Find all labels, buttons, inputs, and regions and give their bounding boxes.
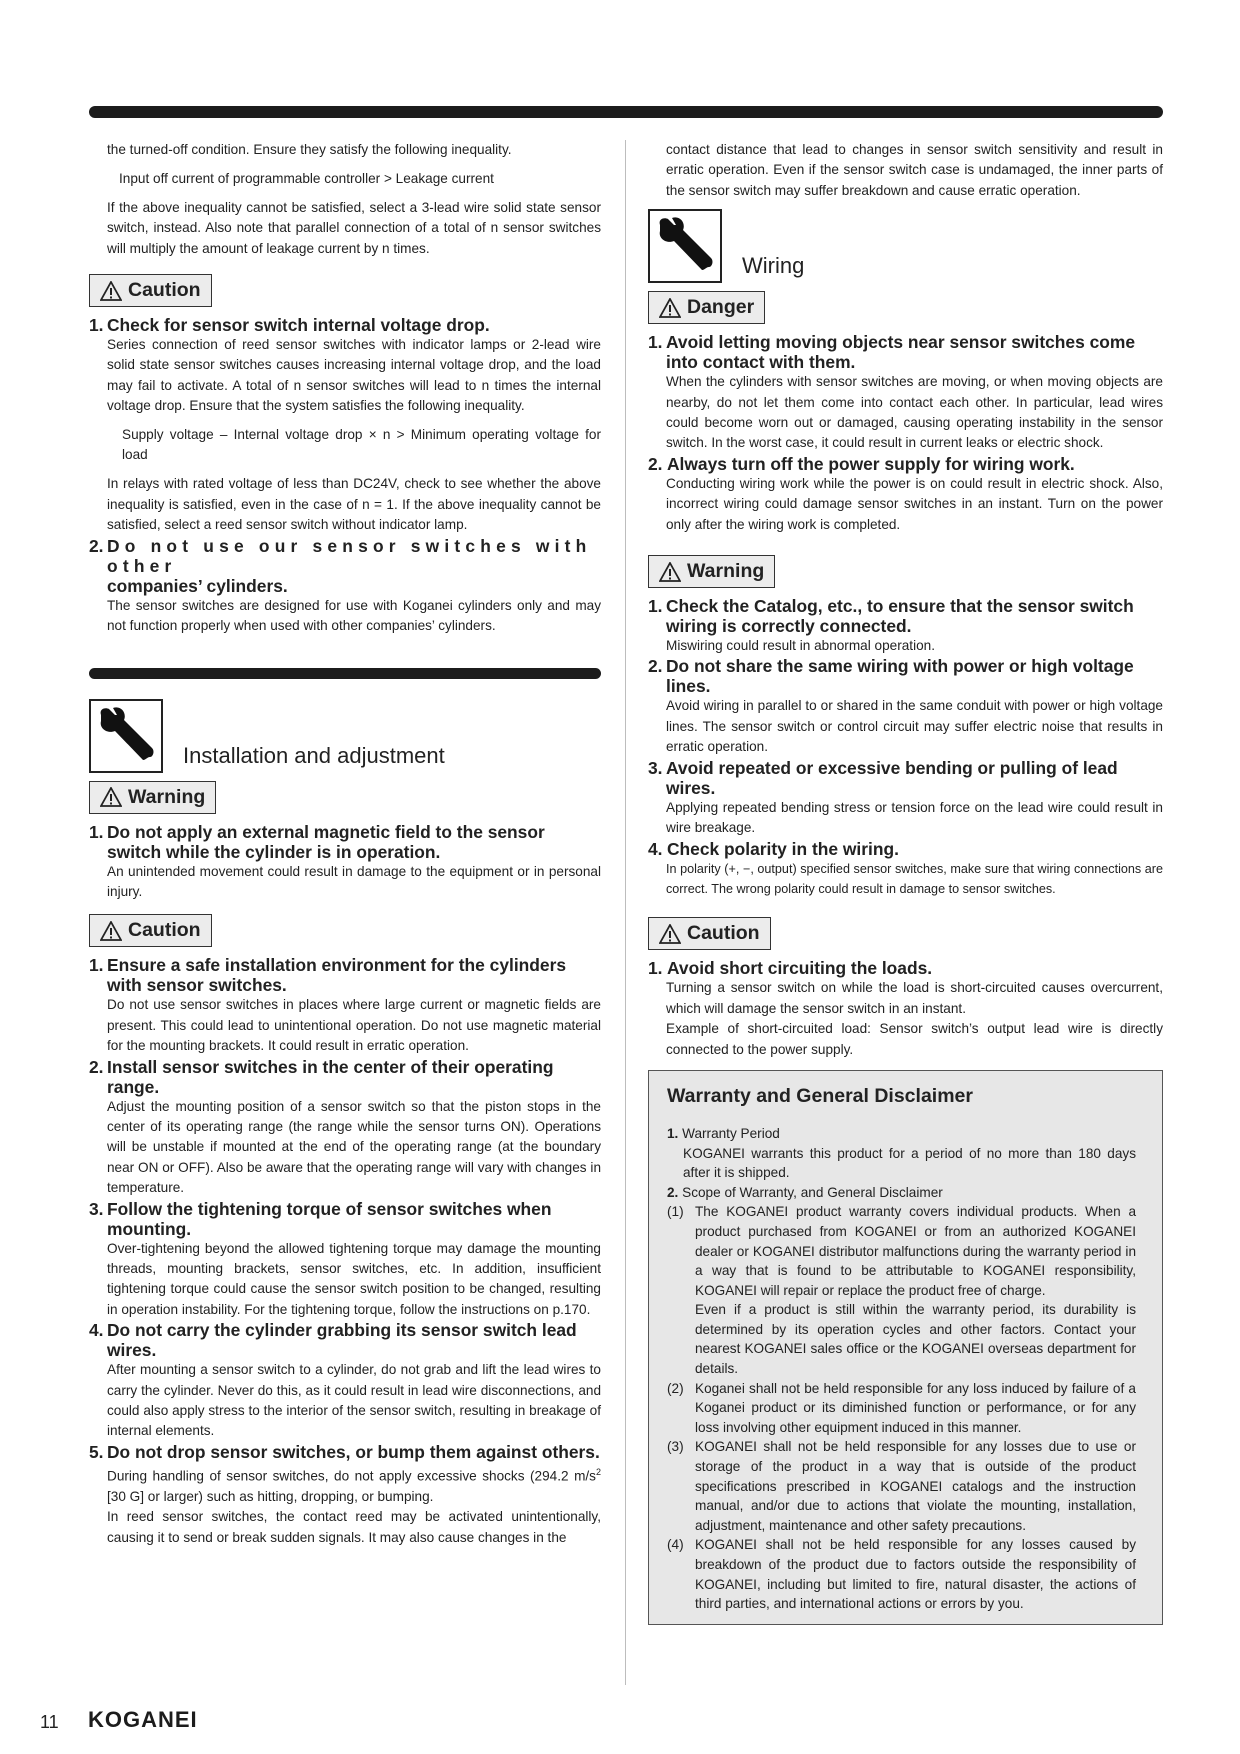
warranty-item: (4) KOGANEI shall not be held responsible for any losses caused by breakdown of the product due to factors outside the responsibility of KOGANEI, including but limited to fire, natural disaster, the actions of third parties, and international actions or errors by you. bbox=[667, 1537, 1136, 1612]
warning-triangle-icon bbox=[659, 298, 681, 318]
badge-label: Caution bbox=[128, 279, 201, 302]
warranty-heading: 1. Warranty Period bbox=[667, 1125, 780, 1141]
warranty-box bbox=[648, 1070, 1163, 1625]
wrench-icon bbox=[648, 209, 722, 283]
warning-triangle-icon bbox=[100, 921, 122, 941]
item-heading: 1. Ensure a safe installation environment for the cylinders with sensor switches. bbox=[89, 955, 567, 996]
item-body: Series connection of reed sensor switches with indicator lamps or 2-lead wire solid state sensor switches causes increasing internal voltage drop, and the load may fail to activate. A total of n sensor switches will lead to n times the internal voltage drop. Ensure that the system satisfies the following inequality. bbox=[107, 337, 601, 414]
brand-logo bbox=[88, 1708, 218, 1735]
item-heading: 1. Do not apply an external magnetic field to the sensor switch while the cylinder is in operation. bbox=[89, 821, 545, 862]
item-heading: 3. Avoid repeated or excessive bending or pulling of lead wires. bbox=[648, 757, 1118, 798]
section-rule bbox=[89, 668, 601, 679]
item-body: After mounting a sensor switch to a cylinder, do not grab and lift the lead wires to carry the cylinder. Never do this, as it could result in lead wire disconnections, and could also apply stress to the interior of the sensor switch, resulting in breakage of internal elements. bbox=[107, 1362, 601, 1439]
item-body: Turning a sensor switch on while the load is short-circuited causes overcurrent, which will damage the sensor switch in an instant. bbox=[666, 980, 1163, 1016]
item-heading: 4. Check polarity in the wiring. bbox=[648, 838, 899, 859]
badge-label: Caution bbox=[687, 922, 760, 945]
warning-triangle-icon bbox=[100, 281, 122, 301]
right-column bbox=[648, 140, 1163, 1625]
item-heading: 4. Do not carry the cylinder grabbing its sensor switch lead wires. bbox=[89, 1320, 577, 1361]
warning-triangle-icon bbox=[659, 562, 681, 582]
item-heading: 3. Follow the tightening torque of sensor switches when mounting. bbox=[89, 1198, 552, 1239]
warranty-item: (1) The KOGANEI product warranty covers individual products. When a product purchased from KOGANEI or from an authorized KOGANEI dealer or KOGANEI distributor malfunctions during the warranty period in a way that is found to be attributable to KOGANEI responsibility, KOGANEI will repair or replace the product free of charge. Even if a product is still within the warranty period, its durability is determined by its operation cycles and other factors. Contact your nearest KOGANEI sales office or the KOGANEI overseas department for details. bbox=[667, 1204, 1136, 1377]
left-column bbox=[89, 140, 601, 1548]
section-title: Wiring bbox=[742, 253, 805, 279]
item-heading: 2. Install sensor switches in the center of their operating range. bbox=[89, 1056, 554, 1097]
item-body: Conducting wiring work while the power is on could result in electric shock. Also, incorrect wiring could damage sensor switches in an instant. Turn on the power only after the wiring work is completed. bbox=[666, 475, 1163, 532]
item-body: Miswiring could result in abnormal operation. bbox=[666, 638, 935, 654]
caution-badge bbox=[648, 917, 1163, 950]
wrench-icon bbox=[89, 699, 163, 773]
badge-label: Warning bbox=[128, 785, 206, 808]
warranty-heading: 2. Scope of Warranty, and General Disclaimer bbox=[667, 1184, 943, 1200]
svg-text:KOGANEI: KOGANEI bbox=[88, 1708, 198, 1730]
item-body: During handling of sensor switches, do not apply excessive shocks (294.2 $m/s^2$ [30 G] or larger) such as hitting, dropping, or bumping. bbox=[107, 1466, 601, 1504]
intro-text: If the above inequality cannot be satisfied, select a 3-lead wire solid state sensor switch, instead. Also note that parallel connection of a total of n sensor switches will multiply the amount of leakage current by n times. bbox=[107, 199, 601, 256]
warning-triangle-icon bbox=[100, 787, 122, 807]
warning-badge bbox=[89, 781, 601, 814]
item-body: Adjust the mounting position of a sensor switch so that the piston stops in the center of its operating range (the range while the sensor turns ON). Operations will be unstable if mounted at the end of the operating range (at the boundary near ON or OFF). Also be aware that the operating range will vary with changes in temperature. bbox=[107, 1098, 601, 1196]
intro-text: the turned-off condition. Ensure they satisfy the following inequality. bbox=[107, 142, 512, 157]
item-body: When the cylinders with sensor switches are moving, or when moving objects are nearby, do not let them come into contact each other. In particular, lead wires could become worn out or damaged, causing operating instability in the sensor switch. In the worst case, it could result in current leaks or electric shock. bbox=[666, 374, 1163, 451]
section-header bbox=[648, 209, 1163, 283]
top-rule bbox=[89, 106, 1163, 118]
caution-badge bbox=[89, 274, 601, 307]
item-heading: 2. Do not use our sensor switches with other companies’ cylinders. bbox=[89, 535, 592, 596]
section-title: Installation and adjustment bbox=[183, 742, 445, 768]
item-heading: 1. Check for sensor switch internal voltage drop. bbox=[89, 315, 490, 336]
warranty-item: (2) Koganei shall not be held responsible for any loss induced by failure of a Koganei product or its diminished function or performance, or for any loss involving other equipment induced in this manner. bbox=[667, 1380, 1136, 1435]
danger-badge bbox=[648, 291, 1163, 324]
item-body: Example of short-circuited load: Sensor switch’s output lead wire is directly connected to the power supply. bbox=[666, 1021, 1163, 1057]
badge-label: Caution bbox=[128, 919, 201, 942]
item-heading: 5. Do not drop sensor switches, or bump them against others. bbox=[89, 1441, 600, 1462]
warning-badge bbox=[648, 555, 1163, 588]
item-body: Avoid wiring in parallel to or shared in the same conduit with power or high voltage lines. The sensor switch or control circuit may suffer electric noise that results in erratic operation. bbox=[666, 698, 1163, 755]
warranty-item: (3) KOGANEI shall not be held responsible for any losses due to use or storage of the product in a way that is outside of the product specifications prescribed in KOGANEI catalogs and the instruction manual, and/or due to actions that violate the mounting, installation, adjustment, maintenance and other safety precautions. bbox=[667, 1439, 1136, 1533]
item-heading: 1. Avoid short circuiting the loads. bbox=[648, 958, 933, 979]
caution-badge bbox=[89, 914, 601, 947]
formula-text: Supply voltage – Internal voltage drop × n > Minimum operating voltage for load bbox=[122, 426, 601, 463]
page-number: 11 bbox=[40, 1712, 59, 1732]
item-body: An unintended movement could result in damage to the equipment or in personal injury. bbox=[107, 863, 601, 899]
warranty-title: Warranty and General Disclaimer bbox=[667, 1084, 973, 1107]
intro-text: contact distance that lead to changes in sensor switch sensitivity and result in erratic operation. Even if the sensor switch case is undamaged, the inner parts of the sensor switch may suffer breakdown and cause erratic operation. bbox=[666, 142, 1163, 198]
item-body: The sensor switches are designed for use with Koganei cylinders only and may not function properly when used with other companies’ cylinders. bbox=[107, 597, 601, 634]
item-body: In reed sensor switches, the contact reed may be activated unintentionally, causing it to send or break sudden signals. It may also cause changes in the bbox=[107, 1509, 601, 1545]
item-body: In polarity (+, −, output) specified sensor switches, make sure that wiring connections are correct. The wrong polarity could result in damage to sensor switches. bbox=[666, 861, 1163, 896]
badge-label: Danger bbox=[687, 296, 755, 319]
item-heading: 1. Check the Catalog, etc., to ensure that the sensor switch wiring is correctly connected. bbox=[648, 596, 1134, 637]
item-body: Do not use sensor switches in places where large current or magnetic fields are present. This could lead to unintentional operation. Do not use magnetic material for the mounting brackets. It could result in erratic operation. bbox=[107, 997, 601, 1054]
badge-label: Warning bbox=[687, 560, 765, 583]
item-heading: 1. Avoid letting moving objects near sensor switches come into contact with them. bbox=[648, 332, 1136, 373]
item-heading: 2. Always turn off the power supply for wiring work. bbox=[648, 453, 1075, 474]
item-heading: 2. Do not share the same wiring with power or high voltage lines. bbox=[648, 656, 1134, 697]
inequality-text: Input off current of programmable controller > Leakage current bbox=[119, 171, 494, 187]
warning-triangle-icon bbox=[659, 924, 681, 944]
item-body: Applying repeated bending stress or tension force on the lead wire could result in wire breakage. bbox=[666, 799, 1163, 836]
column-divider bbox=[625, 140, 626, 1685]
item-body: Over-tightening beyond the allowed tightening torque may damage the mounting threads, mounting brackets, sensor switches, etc. In addition, insufficient tightening torque could cause the sensor switch position to be changed, resulting in operation instability. For the tightening torque, follow the instructions on p.170. bbox=[107, 1240, 601, 1317]
section-header bbox=[89, 699, 601, 773]
warranty-text: KOGANEI warrants this product for a period of no more than 180 days after it is shipped. bbox=[683, 1145, 1136, 1181]
item-body: In relays with rated voltage of less than DC24V, check to see whether the above inequality is satisfied, even in the case of n = 1. If the above inequality cannot be satisfied, select a reed sensor switch without indicator lamp. bbox=[107, 476, 601, 533]
